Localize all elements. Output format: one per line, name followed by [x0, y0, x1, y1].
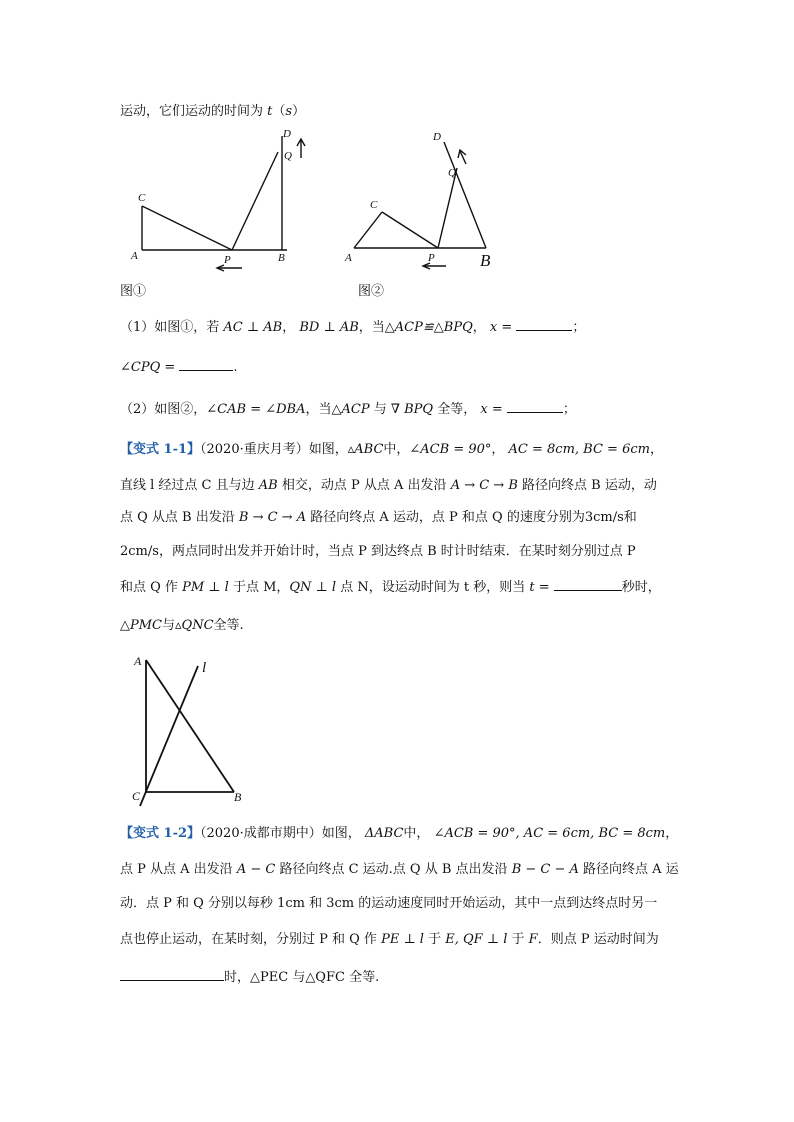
v11-triangle: ▵ABC [347, 442, 384, 457]
v12-yu-1: 于 [428, 932, 442, 947]
v12-e-qf-perp-l: E, QF ⊥ l [445, 932, 508, 947]
v12-f: F [528, 932, 538, 947]
q1-x-answer-blank[interactable] [516, 316, 572, 331]
v11-line2-c: 路径向终点 B 运动，动 [522, 478, 657, 493]
q1-condition-bd-perp-ab: BD ⊥ AB [299, 320, 359, 335]
q2-angle-condition: ∠CAB = ∠DBA [206, 402, 306, 417]
v12-line2-a: 点 P 从点 A 出发沿 [120, 862, 233, 877]
figure-1 [120, 122, 300, 272]
v11-and-2: 与 [162, 618, 176, 633]
intro-line [120, 102, 305, 122]
v11-comma-1: ， [491, 442, 505, 457]
v12-comma: ， [665, 826, 679, 841]
v12-time-answer-blank[interactable] [120, 966, 224, 981]
v12-line3: 动．点 P 和 Q 分别以每秒 1cm 和 3cm 的运动速度同时开始运动，其中一点到达终点时另一 [120, 896, 658, 911]
q2-when: ，当 [305, 402, 332, 417]
fig1-label-q: Q [284, 150, 292, 162]
figure-2-caption: 图② [358, 284, 385, 299]
question-2-line [120, 398, 576, 420]
v12-line2-b: 路径向终点 C 运动.点 Q 从 B 点出发沿 [279, 862, 508, 877]
v11-seconds: 秒时， [621, 580, 661, 595]
v12-triangle: ΔABC [364, 826, 404, 841]
v11-line3-a: 点 Q 从点 B 出发沿 [120, 510, 235, 525]
q2-x-label: x = [480, 402, 503, 417]
fig1-label-p: P [224, 254, 231, 266]
fig2-label-c: C [370, 199, 378, 211]
v12-line5: 时，△PEC 与△QFC 全等. [224, 970, 380, 985]
v11-line2-b: 相交，动点 P 从点 A 出发沿 [281, 478, 447, 493]
variant-1-1-line-4 [120, 542, 636, 562]
intro-unit-open: （ [272, 104, 286, 119]
variant-1-1-tag: 【变式 1-1】 [120, 442, 201, 457]
intro-text: 运动，它们运动的时间为 [120, 104, 264, 119]
v11-qn-perp-l: QN ⊥ l [289, 580, 337, 595]
q1-separator-2: ， [472, 320, 486, 335]
v11-triangle-qnc: ▵QNC [175, 618, 214, 633]
v11-t-answer-blank[interactable] [554, 576, 622, 591]
intro-unit-close: ） [292, 104, 306, 119]
q1-separator: ， [282, 320, 296, 335]
variant-1-2-line-5 [120, 966, 379, 988]
v11-pm-perp-l: PM ⊥ l [182, 580, 229, 595]
q1-period: . [233, 360, 238, 375]
q2-triangle-bpq: ∇ BPQ [390, 402, 434, 417]
v11-comma-2: ， [649, 442, 663, 457]
fig3-label-l: l [202, 660, 207, 676]
fig2-label-p: P [428, 252, 435, 264]
variant-1-1-line-3 [120, 508, 637, 528]
figure-2 [340, 122, 520, 272]
fig1-label-c: C [138, 192, 146, 204]
question-1-line-1 [120, 316, 585, 338]
v11-speed-p: 3cm/s [584, 510, 624, 525]
q2-triangle-acp: △ACP [331, 402, 370, 417]
fig1-label-b: B [278, 252, 285, 264]
v11-line5-c: 点 N，设运动时间为 t 秒，则当 [340, 580, 526, 595]
v12-yu-2: 于 [511, 932, 525, 947]
variant-1-2-line-2 [120, 860, 679, 880]
fig2-segment-cp [382, 212, 438, 248]
v12-zhong: 中， [403, 826, 430, 841]
v11-line2-a: 直线 l 经过点 C 且与边 [120, 478, 255, 493]
fig2-label-q: Q [448, 167, 456, 179]
v11-speed-q: 2cm/s [120, 544, 159, 559]
q1-condition-ac-perp-ab: AC ⊥ AB [223, 320, 283, 335]
q2-prefix: （2）如图②， [120, 402, 207, 417]
q1-when: ，当 [358, 320, 385, 335]
variant-1-1-source: （2020·重庆月考）如图， [200, 442, 348, 457]
v11-line5-b: 于点 M， [232, 580, 290, 595]
q1-semicolon: ； [572, 320, 586, 335]
fig3-label-c: C [132, 789, 141, 803]
v11-congruent: 全等. [213, 618, 244, 633]
v12-line4-b: ．则点 P 运动时间为 [537, 932, 659, 947]
variant-1-1-line-6 [120, 616, 244, 636]
v11-and: 和 [623, 510, 637, 525]
intro-var: t [267, 104, 273, 119]
q1-angle-label: ∠CPQ = [120, 360, 176, 375]
v11-line5-a: 和点 Q 作 [120, 580, 178, 595]
v11-line3-b: 路径向终点 A 运动，点 P 和点 Q 的速度分别为 [310, 510, 585, 525]
v12-path-q: B − C − A [511, 862, 579, 877]
figure-3 [130, 652, 260, 812]
q1-prefix: （1）如图①，若 [120, 320, 220, 335]
q2-semicolon: ； [562, 402, 576, 417]
q1-x-label: x = [489, 320, 513, 335]
fig2-label-b: B [480, 251, 491, 270]
v11-t-label: t = [529, 580, 550, 595]
q2-congruent: 全等， [437, 402, 477, 417]
fig2-segment-ac [354, 212, 382, 248]
v11-triangle-pmc: △PMC [120, 618, 163, 633]
v11-zhong: 中， [383, 442, 410, 457]
fig1-segment-cp [142, 206, 232, 250]
v12-given: ∠ACB = 90°, AC = 6cm, BC = 8cm [433, 826, 666, 841]
v11-path-p: A → C → B [450, 478, 518, 493]
fig1-label-d: D [283, 128, 291, 140]
q1-angle-answer-blank[interactable] [179, 356, 233, 371]
figure-1-caption: 图① [120, 284, 147, 299]
q2-and: 与 [373, 402, 387, 417]
q1-congruence: △ACP≌△BPQ [384, 320, 473, 335]
fig1-segment-pq [232, 152, 278, 250]
fig2-label-a: A [345, 252, 352, 264]
v12-line4-a: 点也停止运动，在某时刻，分别过 P 和 Q 作 [120, 932, 377, 947]
fig1-label-a: A [131, 250, 138, 262]
v11-edge-ab: AB [258, 478, 278, 493]
intro-unit: s [285, 104, 293, 119]
question-1-line-2 [120, 356, 238, 378]
variant-1-1-line-2 [120, 476, 657, 496]
variant-1-2-line-3 [120, 894, 657, 914]
v12-line2-c: 路径向终点 A 运 [583, 862, 679, 877]
fig2-label-d: D [433, 131, 441, 143]
v11-angle: ∠ACB = 90° [409, 442, 492, 457]
variant-1-1-line-5 [120, 576, 661, 598]
variant-1-1-line-1 [120, 440, 663, 460]
variant-1-2-tag: 【变式 1-2】 [120, 826, 201, 841]
fig2-segment-pq [438, 168, 457, 248]
fig3-segment-ab [146, 660, 234, 792]
fig3-label-b: B [234, 790, 242, 804]
v12-path-p: A − C [236, 862, 276, 877]
v11-sides: AC = 8cm, BC = 6cm [508, 442, 650, 457]
q2-x-answer-blank[interactable] [507, 398, 563, 413]
variant-1-2-line-4 [120, 930, 659, 950]
fig3-label-a: A [134, 654, 142, 668]
variant-1-2-line-1 [120, 824, 678, 844]
v11-line4-b: ，两点同时出发并开始计时，当点 P 到达终点 B 时计时结束．在某时刻分别过点 P [158, 544, 636, 559]
fig3-line-l [140, 666, 198, 806]
v11-path-q: B → C → A [238, 510, 307, 525]
variant-1-2-source: （2020·成都市期中）如图， [200, 826, 361, 841]
v12-pe-perp-l: PE ⊥ l [381, 932, 424, 947]
